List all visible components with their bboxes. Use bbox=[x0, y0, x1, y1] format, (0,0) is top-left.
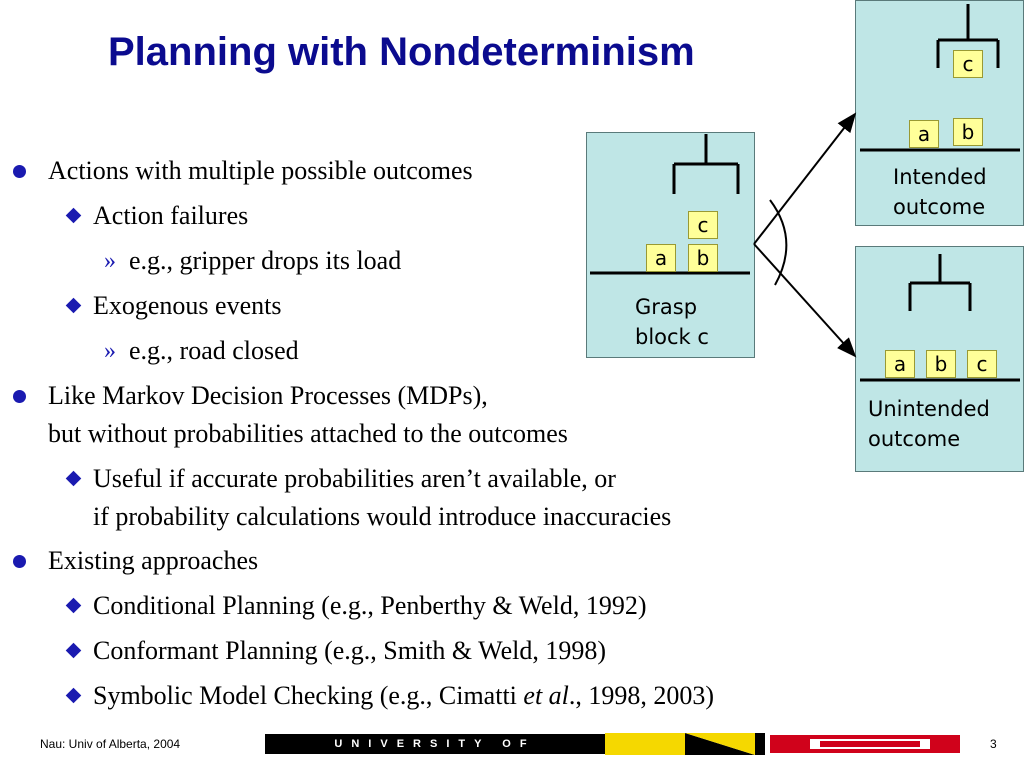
block-a: a bbox=[885, 350, 915, 378]
bullet-level2: Action failures bbox=[93, 201, 249, 230]
block-a: a bbox=[909, 120, 939, 148]
block-c: c bbox=[688, 211, 718, 239]
block-c: c bbox=[967, 350, 997, 378]
bullet-dot bbox=[13, 390, 26, 403]
arrow-to-unintended bbox=[754, 244, 855, 356]
university-banner bbox=[265, 734, 605, 770]
bullet-dot bbox=[13, 555, 26, 568]
bullet-level2-continuation: if probability calculations would introduce inaccuracies bbox=[93, 502, 672, 531]
slide-title: Planning with Nondeterminism bbox=[108, 30, 695, 74]
start-label-line2: block c bbox=[635, 325, 709, 349]
unintended-label-line2: outcome bbox=[868, 427, 961, 451]
block-b: b bbox=[688, 244, 718, 272]
bullet-level2: Conditional Planning (e.g., Penberthy & Weld, 1992) bbox=[93, 591, 647, 620]
bullet-level2 bbox=[93, 681, 714, 711]
bullet-diamond bbox=[66, 208, 82, 224]
bullet-diamond bbox=[66, 471, 82, 487]
bullet-level1-continuation: but without probabilities attached to the outcomes bbox=[48, 419, 568, 448]
bullet-text: ., 1998, 2003) bbox=[568, 681, 715, 710]
maryland-flag-icon bbox=[605, 733, 975, 755]
start-label-line1: Grasp bbox=[635, 295, 698, 319]
bullet-level1: Like Markov Decision Processes (MDPs), bbox=[48, 381, 488, 410]
bullet-level2: Conformant Planning (e.g., Smith & Weld, 1998) bbox=[93, 636, 607, 665]
bullet-level2: Useful if accurate probabilities aren’t available, or bbox=[93, 464, 616, 493]
bullet-text-italic: et al bbox=[523, 681, 569, 710]
footer-text: Nau: Univ of Alberta, 2004 bbox=[40, 737, 181, 751]
university-banner-text: UNIVERSITY OF MARYLAND bbox=[334, 738, 536, 770]
bullet-level1: Existing approaches bbox=[48, 546, 259, 575]
arrow-to-intended bbox=[754, 114, 855, 244]
bullet-diamond bbox=[66, 598, 82, 614]
nondeterminism-arc bbox=[770, 200, 786, 285]
bullet-diamond bbox=[66, 688, 82, 704]
bullet-diamond bbox=[66, 298, 82, 314]
block-a: a bbox=[646, 244, 676, 272]
intended-label-line1: Intended bbox=[893, 165, 987, 189]
bullet-diamond bbox=[66, 643, 82, 659]
bullet-raquo: » bbox=[104, 248, 116, 274]
bullet-level3: e.g., road closed bbox=[129, 336, 299, 365]
block-b: b bbox=[953, 118, 983, 146]
bullet-dot bbox=[13, 165, 26, 178]
bullet-level3: e.g., gripper drops its load bbox=[129, 246, 402, 275]
block-c: c bbox=[953, 50, 983, 78]
block-b: b bbox=[926, 350, 956, 378]
unintended-label-line1: Unintended bbox=[868, 397, 990, 421]
bullet-level2: Exogenous events bbox=[93, 291, 282, 320]
page-number: 3 bbox=[990, 737, 997, 751]
bullet-raquo: » bbox=[104, 338, 116, 364]
intended-label-line2: outcome bbox=[893, 195, 986, 219]
bullet-level1: Actions with multiple possible outcomes bbox=[48, 156, 473, 185]
bullet-text: Symbolic Model Checking (e.g., Cimatti bbox=[93, 681, 524, 710]
